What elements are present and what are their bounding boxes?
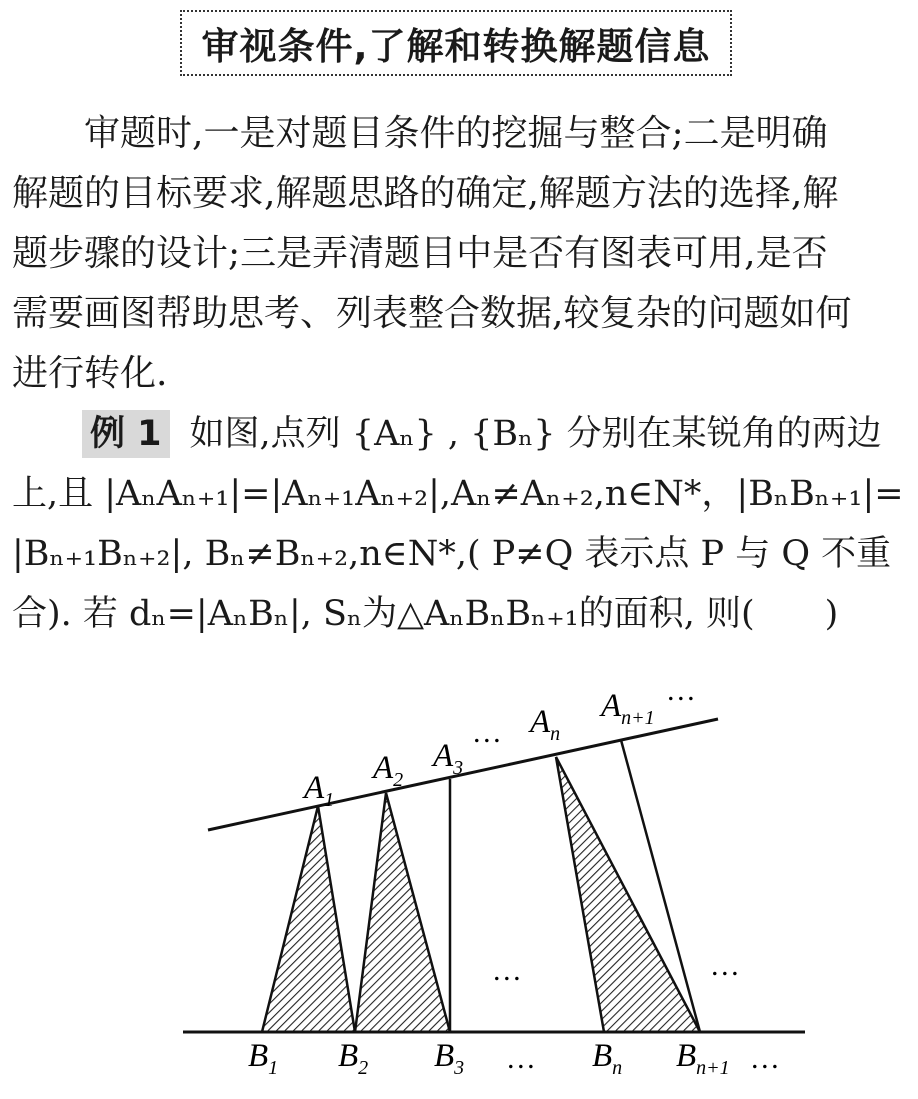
geometry-figure [0,670,918,1099]
paragraph-line: 进行转化. [12,353,168,394]
ellipsis-bottom-1: … [508,1042,535,1075]
triangle-s2 [355,793,450,1032]
problem-line: 合). 若 dₙ=|AₙBₙ|, Sₙ为△AₙBₙBₙ₊₁的面积, 则( ) [12,594,839,634]
ellipsis-bottom-2: … [752,1042,779,1075]
ellipsis-middle-2: … [712,949,739,982]
label-bn: $B_n$ [592,1038,623,1079]
problem-line: 上,且 |AₙAₙ₊₁|=|Aₙ₊₁Aₙ₊₂|,Aₙ≠Aₙ₊₂,n∈N*，|BₙBₙ₊₁|= [12,474,904,514]
paragraph-line: 题步骤的设计;三是弄清题目中是否有图表可用,是否 [12,233,828,274]
ellipsis-top-1: … [474,716,501,749]
paragraph-line: 审题时,一是对题目条件的挖掘与整合;二是明确 [12,113,828,154]
ellipsis-middle-1: … [494,954,521,987]
intro-paragraph [12,104,906,404]
paragraph-line: 解题的目标要求,解题思路的确定,解题方法的选择,解 [12,173,839,214]
label-an: $A_n$ [530,704,561,745]
label-a1: $A_1$ [304,770,335,811]
paragraph-line: 需要画图帮助思考、列表整合数据,较复杂的问题如何 [12,293,852,334]
ellipsis-top-2: … [668,674,695,707]
section-heading [180,10,732,76]
label-b2: $B_2$ [338,1038,369,1079]
problem-text: 如图,点列 {Aₙ} , {Bₙ} 分别在某锐角的两边 [189,414,882,454]
figure-canvas [0,670,918,1099]
label-an1: $A_{n+1}$ [601,688,655,729]
section-heading-text: 审视条件,了解和转换解题信息 [201,25,711,68]
problem-line [12,404,906,464]
label-b1: $B_1$ [248,1038,279,1079]
example-problem [12,404,906,644]
label-a2: $A_2$ [373,750,404,791]
problem-line: |Bₙ₊₁Bₙ₊₂|, Bₙ≠Bₙ₊₂,n∈N*,( P≠Q 表示点 P 与 Q 不重 [12,534,892,574]
label-a3: $A_3$ [433,738,464,779]
triangle-sn [556,757,700,1032]
label-b3: $B_3$ [434,1038,465,1079]
triangle-s1 [262,806,355,1032]
label-bn1: $B_{n+1}$ [676,1038,730,1079]
example-tag: 例 1 [82,410,170,458]
